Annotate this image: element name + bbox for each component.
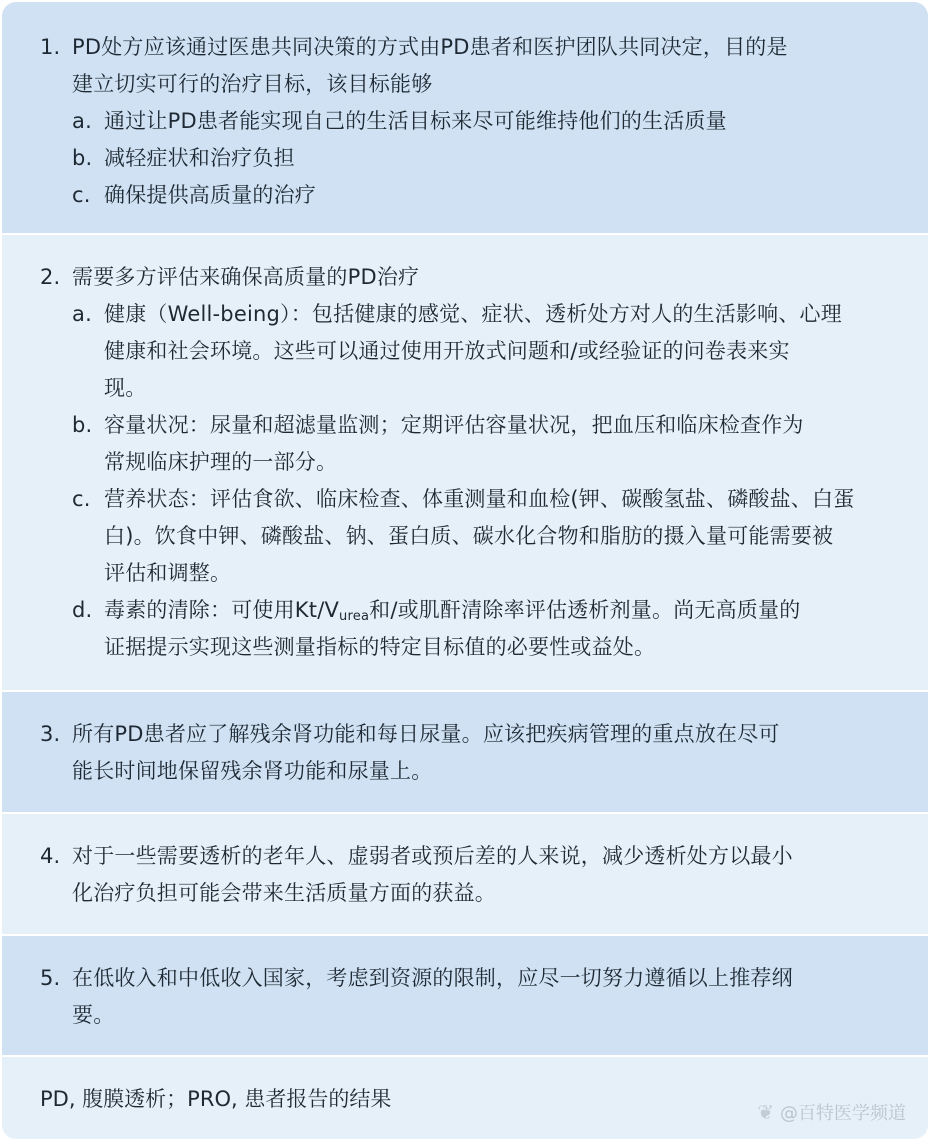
- rec2-item-d-line-2: 证据提示实现这些测量指标的特定目标值的必要性或益处。: [104, 635, 656, 659]
- abbreviations-text: PD, 腹膜透析；PRO, 患者报告的结果: [40, 1087, 392, 1111]
- rec3-line-1: 3. 所有PD患者应了解残余肾功能和每日尿量。应该把疾病管理的重点放在尽可: [40, 722, 780, 746]
- rec1-number: 1.: [40, 35, 61, 59]
- recommendation-3: [2, 692, 928, 814]
- abbreviations-footer: [2, 1057, 928, 1139]
- rec2-item-b-line-2: 常规临床护理的一部分。: [104, 450, 338, 474]
- rec2-item-b: b. 容量状况：尿量和超滤量监测；定期评估容量状况，把血压和临床检查作为: [72, 413, 804, 437]
- recommendation-5: [2, 936, 928, 1057]
- recommendation-2: [2, 235, 928, 692]
- watermark-text: @百特医学频道: [780, 1103, 906, 1124]
- recommendation-4: [2, 814, 928, 936]
- rec2-item-a-line-2: 健康和社会环境。这些可以通过使用开放式问题和/或经验证的问卷表来实: [104, 339, 790, 363]
- rec1-item-c: c. 确保提供高质量的治疗: [72, 183, 316, 207]
- rec2-item-c: c. 营养状态：评估食欲、临床检查、体重测量和血检(钾、碳酸氢盐、磷酸盐、白蛋: [72, 487, 855, 511]
- rec5-line-1: 5. 在低收入和中低收入国家，考虑到资源的限制，应尽一切努力遵循以上推荐纲: [40, 966, 793, 990]
- recommendation-1: [2, 2, 928, 235]
- rec4-line-2: 化治疗负担可能会带来生活质量方面的获益。: [72, 881, 496, 905]
- urea-subscript: urea: [339, 609, 370, 624]
- butterfly-icon: ❦: [757, 1100, 774, 1124]
- rec4-line-1: 4. 对于一些需要透析的老年人、虚弱者或预后差的人来说，减少透析处方以最小: [40, 844, 793, 868]
- rec3-line-2: 能长时间地保留残余肾功能和尿量上。: [72, 759, 433, 783]
- rec1-item-b: b. 减轻症状和治疗负担: [72, 146, 295, 170]
- rec2-item-a: a. 健康（Well-being）：包括健康的感觉、症状、透析处方对人的生活影响、心理: [72, 302, 842, 326]
- rec2-item-c-line-2: 白)。饮食中钾、磷酸盐、钠、蛋白质、碳水化合物和脂肪的摄入量可能需要被: [104, 524, 834, 548]
- recommendations-table: [2, 2, 928, 1139]
- watermark: [757, 1099, 906, 1125]
- rec1-line-2: 建立切实可行的治疗目标，该目标能够: [72, 72, 433, 96]
- rec2-line-1: 2. 需要多方评估来确保高质量的PD治疗: [40, 265, 420, 289]
- rec5-line-2: 要。: [72, 1003, 115, 1027]
- rec2-item-c-line-3: 评估和调整。: [104, 561, 232, 585]
- rec2-item-a-line-3: 现。: [104, 376, 147, 400]
- rec1-item-a: a. 通过让PD患者能实现自己的生活目标来尽可能维持他们的生活质量: [72, 109, 727, 133]
- rec1-line-1: 1. PD处方应该通过医患共同决策的方式由PD患者和医护团队共同决定，目的是: [40, 29, 898, 66]
- rec2-item-d: d. 毒素的清除：可使用$Kt/V_{urea}$和/或肌酐清除率评估透析剂量。尚无高质量的: [72, 598, 801, 624]
